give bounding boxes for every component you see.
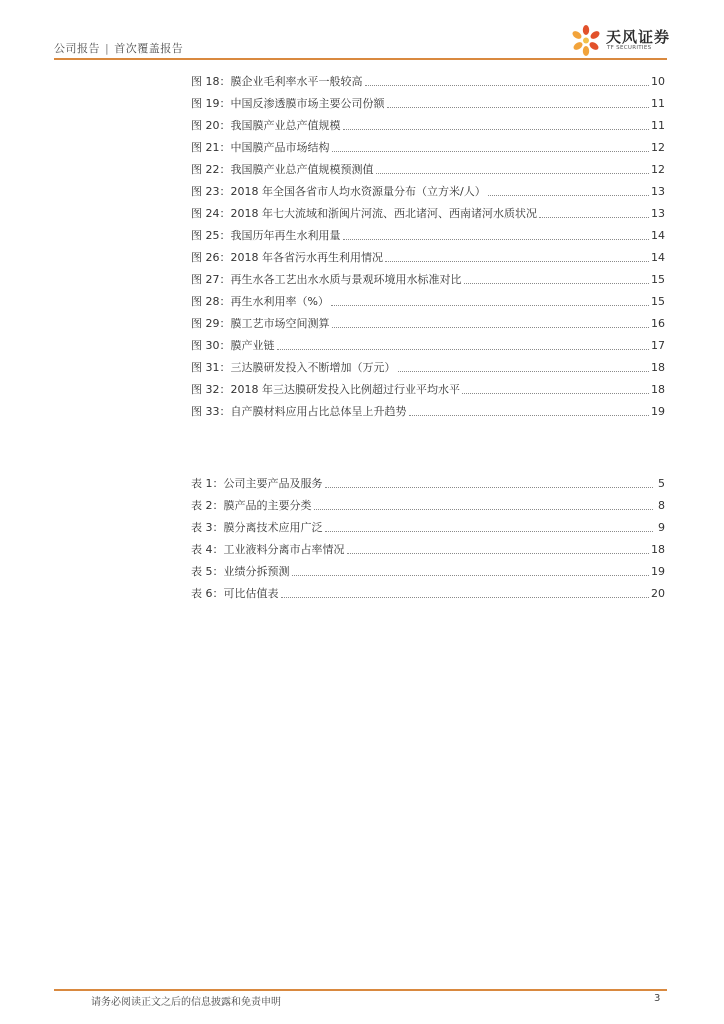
dot-leader [488,195,649,196]
toc-entry-label: 图 29：膜工艺市场空间测算 [191,317,330,330]
page-number: 3 [654,993,661,1004]
toc-entry-figure-24[interactable] [191,200,665,222]
toc-entry-label: 表 1：公司主要产品及服务 [191,477,323,490]
dot-leader [314,509,654,510]
logo-text-en: TF SECURITIES [607,45,652,51]
dot-leader [398,371,650,372]
toc-entry-figure-21[interactable] [191,134,665,156]
toc-entry-page: 15 [651,295,665,308]
toc-entry-page: 11 [651,119,665,132]
toc-entry-label: 图 30：膜产业链 [191,339,275,352]
toc-entry-page: 5 [658,477,665,490]
toc-entry-label: 图 31：三达膜研发投入不断增加（万元） [191,361,396,374]
toc-entry-figure-25[interactable] [191,222,665,244]
toc-entry-label: 图 23：2018 年全国各省市人均水资源量分布（立方米/人） [191,185,486,198]
toc-entry-table-3[interactable] [191,514,665,536]
toc-entry-label: 表 2：膜产品的主要分类 [191,499,312,512]
table-list [191,470,665,602]
dot-leader [462,393,649,394]
toc-entry-label: 图 20：我国膜产业总产值规模 [191,119,341,132]
toc-entry-label: 图 21：中国膜产品市场结构 [191,141,330,154]
dot-leader [409,415,650,416]
toc-entry-figure-23[interactable] [191,178,665,200]
toc-entry-figure-27[interactable] [191,266,665,288]
toc-entry-page: 13 [651,207,665,220]
toc-entry-page: 18 [651,543,665,556]
toc-entry-label: 表 5：业绩分拆预测 [191,565,290,578]
dot-leader [464,283,650,284]
toc-entry-label: 图 25：我国历年再生水利用量 [191,229,341,242]
figure-list [191,68,665,420]
dot-leader [281,597,650,598]
header-divider [54,58,667,60]
toc-entry-figure-26[interactable] [191,244,665,266]
toc-entry-label: 表 6：可比估值表 [191,587,279,600]
report-subtype-label: 首次覆盖报告 [114,42,184,55]
toc-entry-page: 9 [658,521,665,534]
toc-entry-page: 18 [651,383,665,396]
logo-text-cn: 天风证券 [606,28,671,46]
toc-entry-table-5[interactable] [191,558,665,580]
dot-leader [332,327,650,328]
toc-entry-figure-31[interactable] [191,354,665,376]
toc-entry-page: 8 [658,499,665,512]
dot-leader [387,107,650,108]
dot-leader [539,217,649,218]
toc-entry-figure-18[interactable] [191,68,665,90]
toc-entry-label: 图 27：再生水各工艺出水水质与景观环境用水标准对比 [191,273,462,286]
toc-entry-label: 表 4：工业液料分离市占率情况 [191,543,345,556]
dot-leader [343,239,650,240]
toc-entry-label: 图 33：自产膜材料应用占比总体呈上升趋势 [191,405,407,418]
dot-leader [365,85,650,86]
dot-leader [325,487,654,488]
footer-disclaimer: 请务必阅读正文之后的信息披露和免责申明 [91,997,281,1008]
toc-entry-label: 表 3：膜分离技术应用广泛 [191,521,323,534]
toc-entry-page: 13 [651,185,665,198]
toc-entry-figure-22[interactable] [191,156,665,178]
toc-entry-label: 图 19：中国反渗透膜市场主要公司份额 [191,97,385,110]
dot-leader [325,531,654,532]
toc-entry-page: 11 [651,97,665,110]
tf-securities-logo [568,24,678,58]
toc-entry-table-4[interactable] [191,536,665,558]
dot-leader [376,173,650,174]
footer-divider [54,989,667,991]
toc-entry-page: 20 [651,587,665,600]
toc-entry-page: 12 [651,141,665,154]
tf-securities-logo-icon [568,24,604,58]
toc-entry-label: 图 28：再生水利用率（%） [191,295,329,308]
toc-entry-page: 14 [651,229,665,242]
toc-entry-label: 图 18：膜企业毛利率水平一般较高 [191,75,363,88]
toc-entry-page: 12 [651,163,665,176]
report-type-header [54,40,183,56]
dot-leader [385,261,649,262]
toc-entry-figure-19[interactable] [191,90,665,112]
toc-entry-table-1[interactable] [191,470,665,492]
toc-entry-figure-33[interactable] [191,398,665,420]
toc-entry-page: 16 [651,317,665,330]
toc-entry-table-2[interactable] [191,492,665,514]
toc-entry-figure-30[interactable] [191,332,665,354]
dot-leader [292,575,650,576]
toc-entry-page: 15 [651,273,665,286]
dot-leader [331,305,649,306]
toc-entry-label: 图 22：我国膜产业总产值规模预测值 [191,163,374,176]
toc-entry-page: 14 [651,251,665,264]
dot-leader [332,151,650,152]
dot-leader [347,553,650,554]
toc-entry-figure-28[interactable] [191,288,665,310]
toc-entry-figure-29[interactable] [191,310,665,332]
toc-entry-page: 18 [651,361,665,374]
toc-entry-label: 图 24：2018 年七大流域和浙闽片河流、西北诸河、西南诸河水质状况 [191,207,537,220]
dot-leader [277,349,650,350]
toc-entry-label: 图 32：2018 年三达膜研发投入比例超过行业平均水平 [191,383,460,396]
toc-entry-page: 10 [651,75,665,88]
report-type-label: 公司报告 [54,42,100,55]
toc-entry-page: 19 [651,565,665,578]
header-separator: | [105,42,110,55]
toc-entry-table-6[interactable] [191,580,665,602]
toc-entry-page: 17 [651,339,665,352]
toc-entry-figure-20[interactable] [191,112,665,134]
toc-entry-page: 19 [651,405,665,418]
toc-entry-figure-32[interactable] [191,376,665,398]
dot-leader [343,129,650,130]
toc-entry-label: 图 26：2018 年各省污水再生利用情况 [191,251,383,264]
